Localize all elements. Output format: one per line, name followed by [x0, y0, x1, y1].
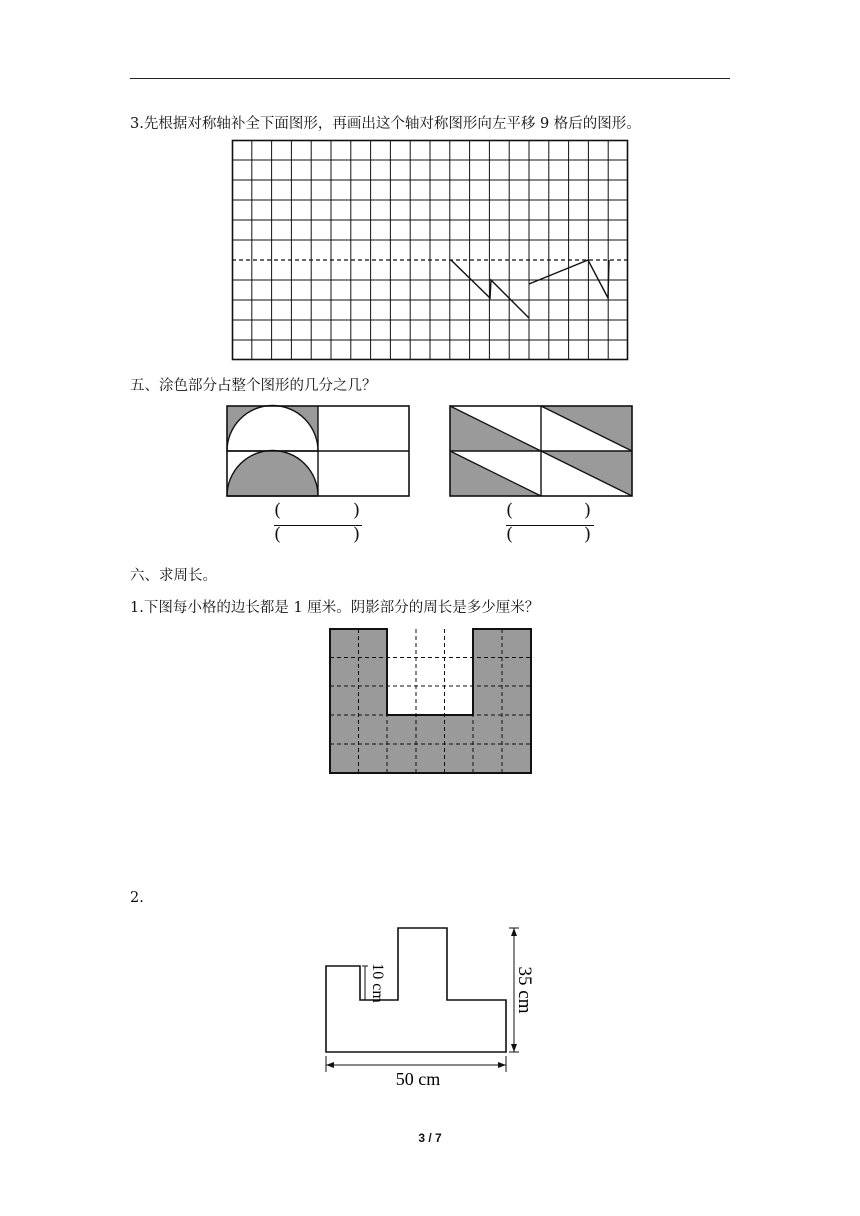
perimeter-step-figure	[322, 922, 542, 1094]
shaded-semicircle	[227, 451, 318, 497]
denominator-close-paren: )	[353, 524, 361, 545]
question-3-text: 3.先根据对称轴补全下面图形，再画出这个轴对称图形向左平移 9 格后的图形。	[130, 116, 641, 132]
page-number: 3 / 7	[418, 1131, 442, 1145]
label-35cm: 35 cm	[514, 966, 535, 1014]
shaded-u-shape	[330, 629, 531, 773]
numerator-open-paren: (	[274, 500, 282, 521]
shaded-figure-semicircles	[226, 405, 410, 497]
fraction-bar	[274, 525, 362, 526]
label-10cm: 10 cm	[369, 963, 386, 1003]
section-6-title: 六、求周长。	[130, 568, 217, 584]
perimeter-grid-figure	[329, 628, 532, 774]
section-5-title: 五、涂色部分占整个图形的几分之几？	[130, 378, 377, 394]
step-outline	[326, 928, 506, 1052]
header-rule	[130, 78, 730, 79]
shaded-figure-triangles	[449, 405, 635, 497]
section-6-question-1: 1.下图每小格的边长都是 1 厘米。阴影部分的周长是多少厘米？	[130, 600, 540, 616]
half-figure-left	[451, 260, 529, 318]
denominator-close-paren: )	[584, 524, 592, 545]
section-6-question-2: 2.	[130, 890, 144, 906]
numerator-open-paren: (	[506, 500, 514, 521]
fraction-bar	[506, 525, 594, 526]
numerator-close-paren: )	[353, 500, 361, 521]
denominator-open-paren: (	[274, 524, 282, 545]
denominator-open-paren: (	[506, 524, 514, 545]
label-50cm: 50 cm	[395, 1069, 441, 1089]
symmetry-grid	[232, 140, 628, 360]
numerator-close-paren: )	[584, 500, 592, 521]
